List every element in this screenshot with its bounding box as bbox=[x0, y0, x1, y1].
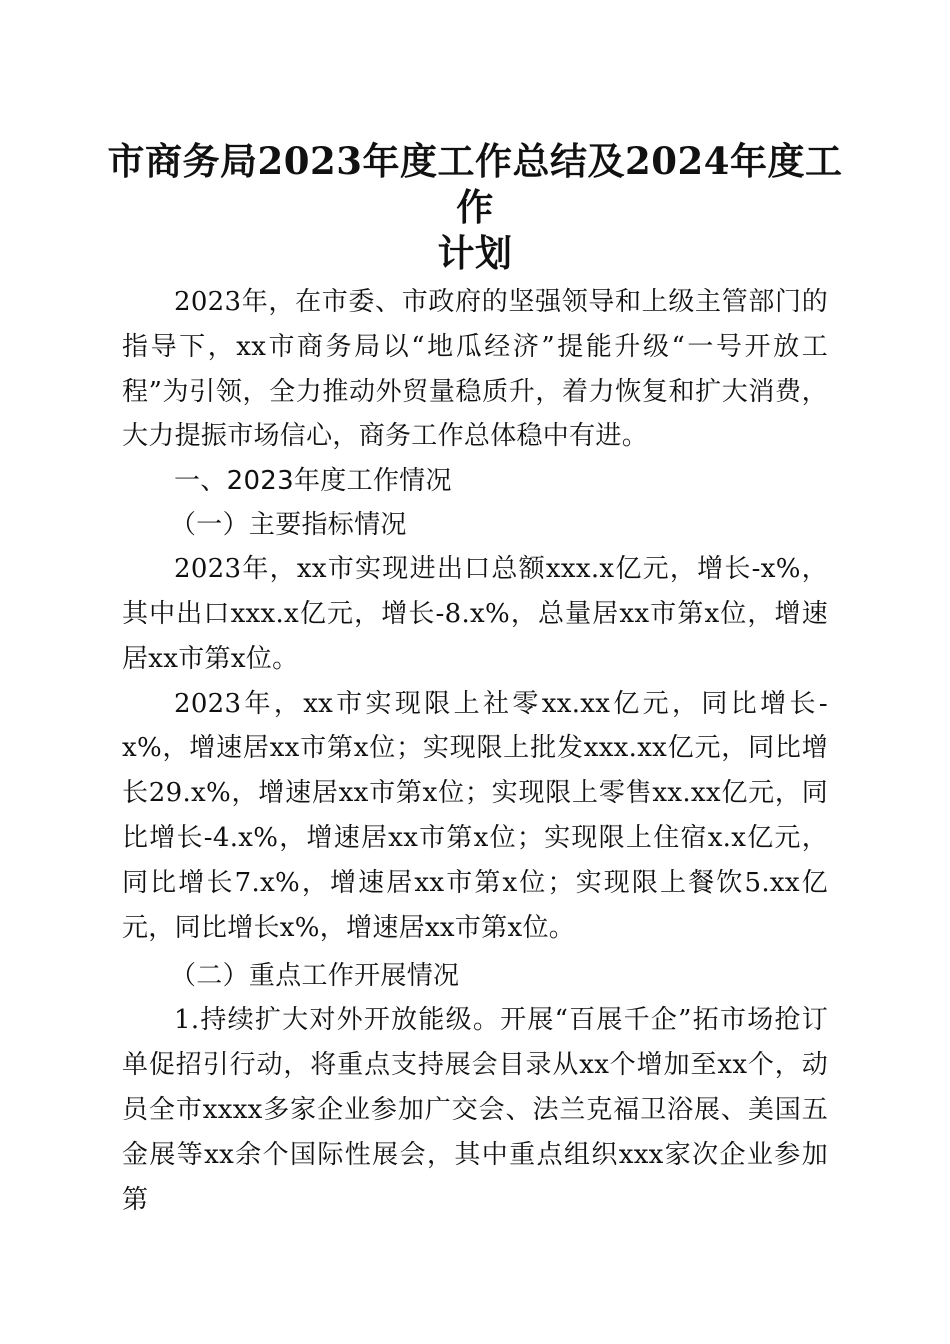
section-heading-1: 一、2023年度工作情况 bbox=[174, 466, 452, 497]
trade-paragraph: 2023年，xx市实现进出口总额xxx.x亿元，增长-x%，其中出口xxx.x亿元，增长-8.x%，总量居xx市第x位，增速居xx市第x位。 bbox=[122, 554, 828, 674]
subsection-heading-2: （二）重点工作开展情况 bbox=[170, 961, 460, 992]
consumption-paragraph: 2023年，xx市实现限上社零xx.xx亿元，同比增长-x%，增速居xx市第x位；实现限上批发xxx.xx亿元，同比增长29.x%，增速居xx市第x位；实现限上零售xx.xx亿元，同比增长-4.x%，增速居xx市第x位；实现限上住宿x.x亿元，同比增长7.x%，增速居xx市第x位；实现限上餐饮5.xx亿元，同比增长x%，增速居xx市第x位。 bbox=[122, 688, 828, 943]
document-body bbox=[122, 280, 828, 1222]
document-title bbox=[100, 138, 850, 276]
opening-paragraph: 1.持续扩大对外开放能级。开展“百展千企”拓市场抢订单促招引行动，将重点支持展会目录从xx个增加至xx个，动员全市xxxx多家企业参加广交会、法兰克福卫浴展、美国五金展等xx余个国际性展会，其中重点组织xxx家次企业参加第 bbox=[122, 1005, 828, 1215]
subsection-heading-1: （一）主要指标情况 bbox=[170, 510, 407, 541]
intro-paragraph: 2023年，在市委、市政府的坚强领导和上级主管部门的指导下，xx市商务局以“地瓜经济”提能升级“一号开放工程”为引领，全力推动外贸量稳质升，着力恢复和扩大消费，大力提振市场信心，商务工作总体稳中有进。 bbox=[122, 287, 828, 452]
title-line-1: 市商务局2023年度工作总结及2024年度工作 bbox=[107, 139, 843, 229]
title-line-2: 计划 bbox=[437, 231, 513, 275]
